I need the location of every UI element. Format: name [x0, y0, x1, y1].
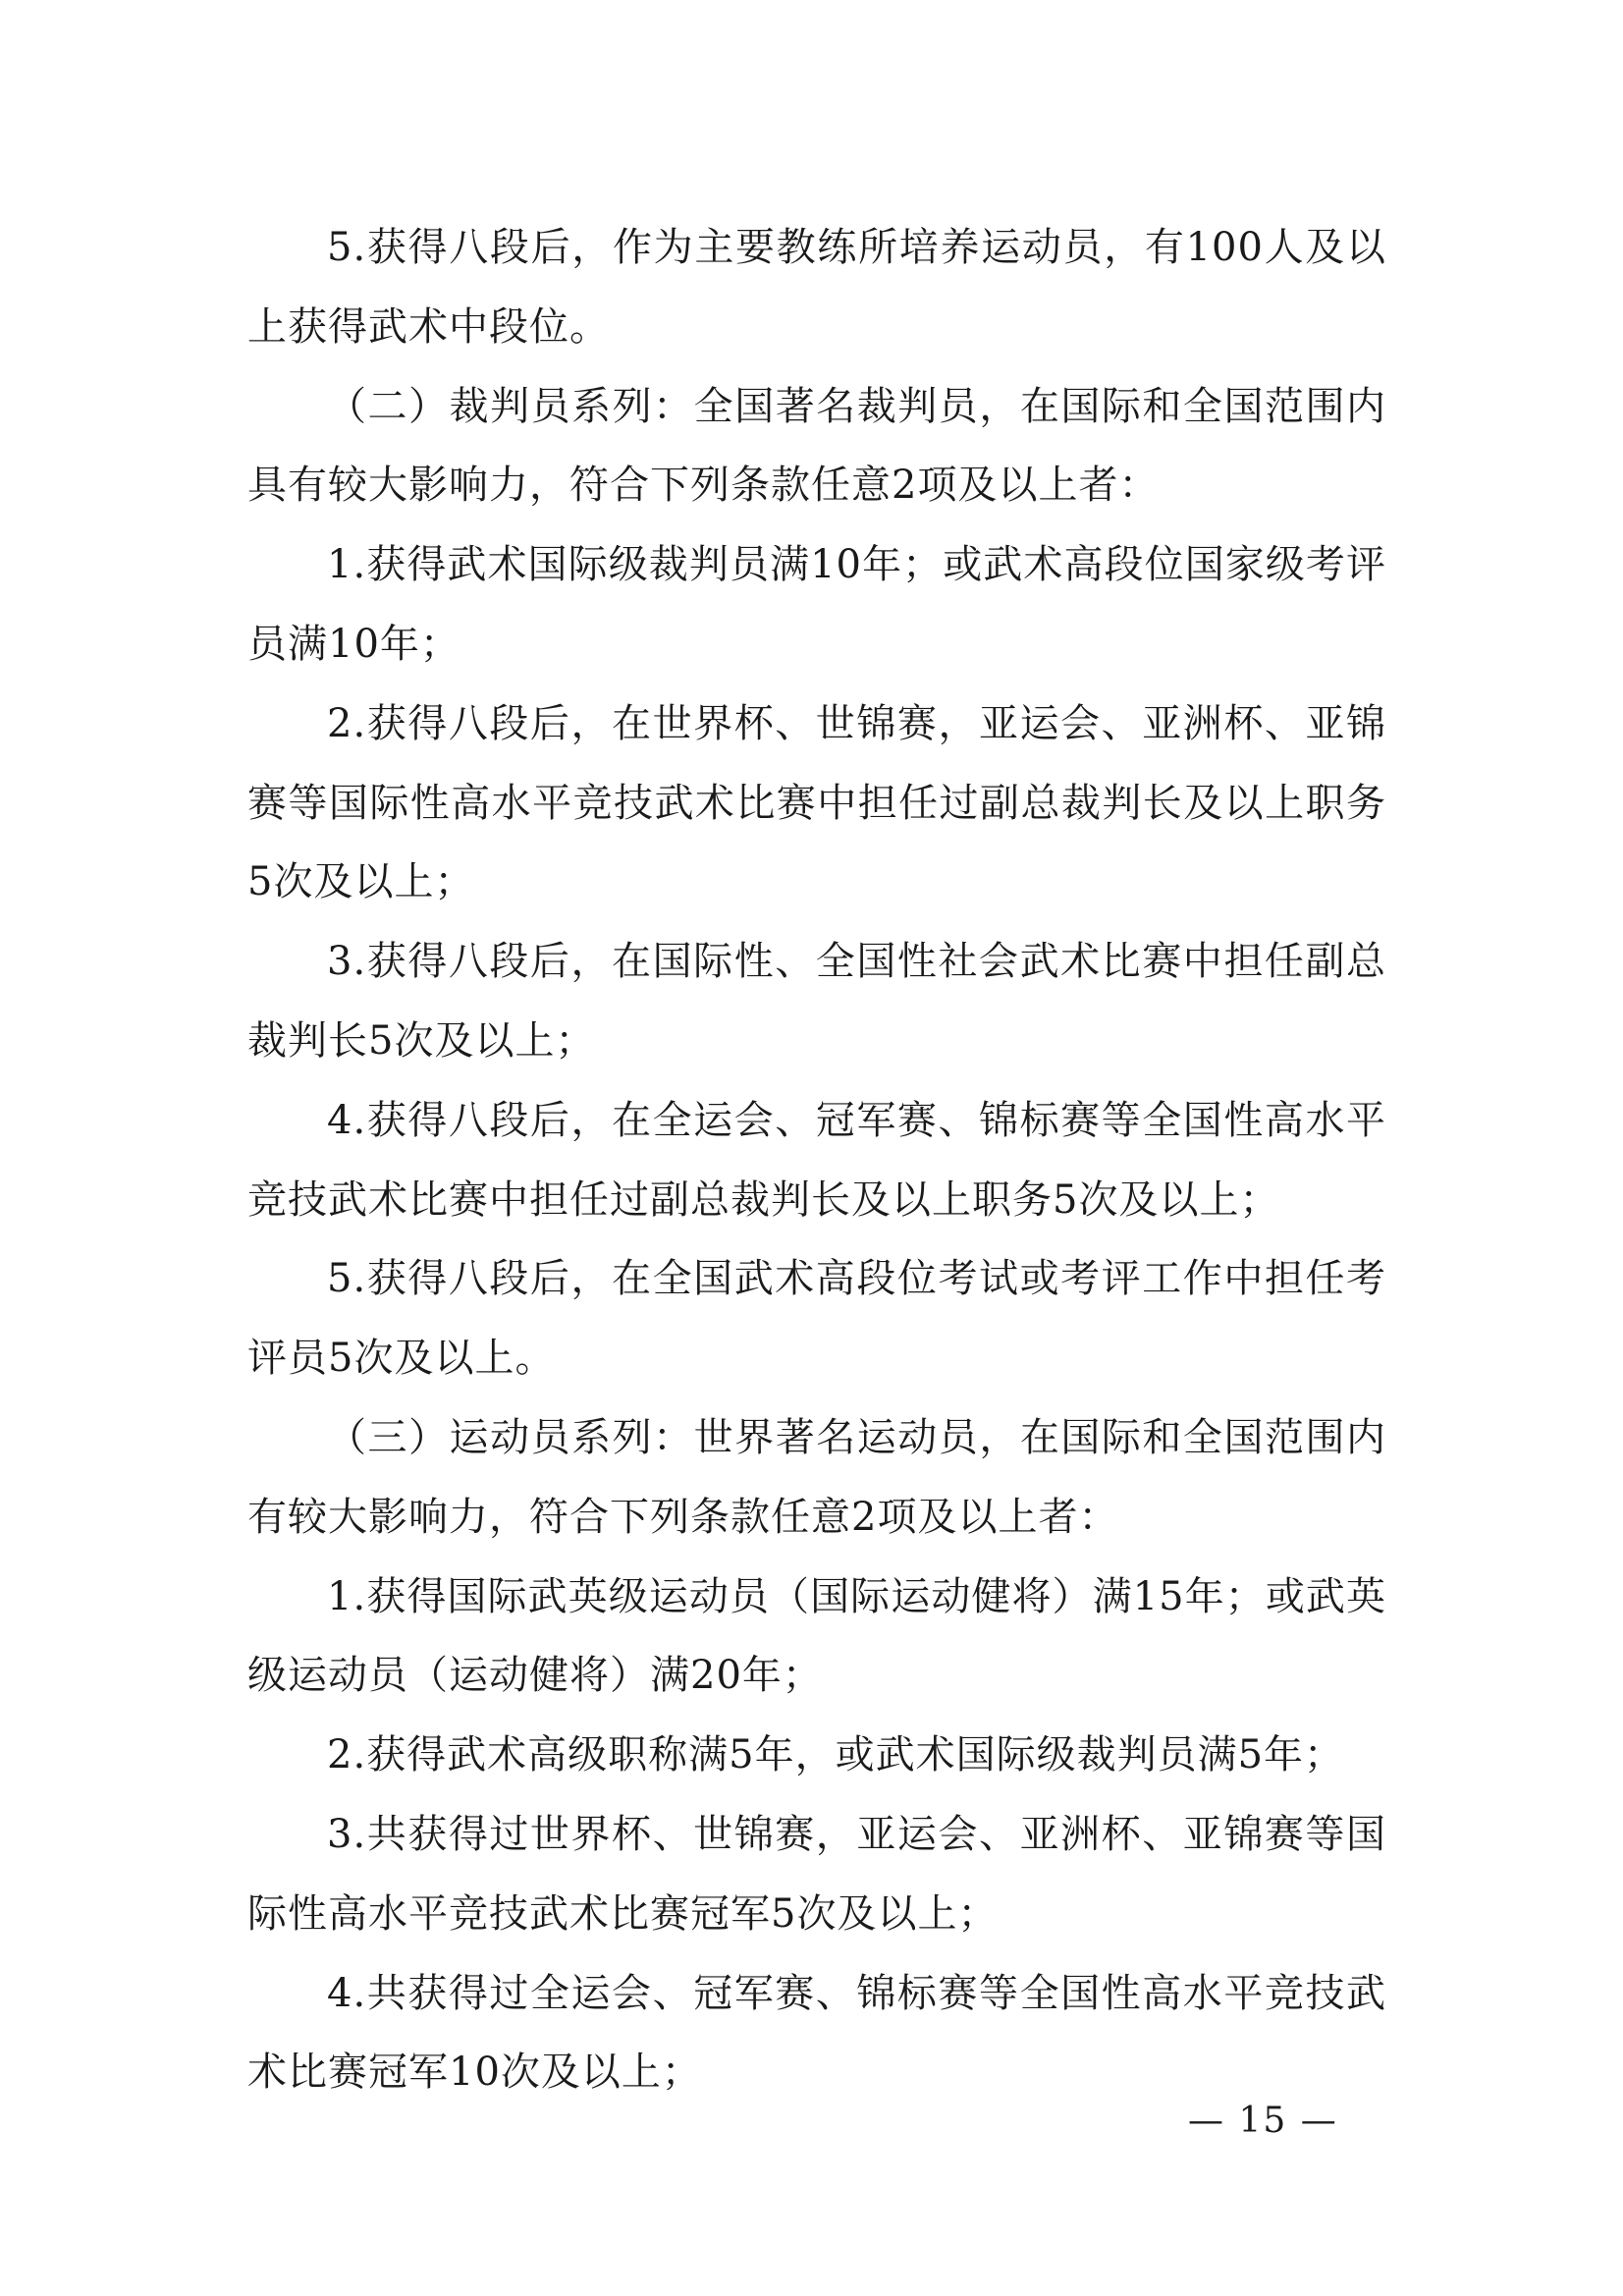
paragraph-6: 4.获得八段后，在全运会、冠军赛、锦标赛等全国性高水平竞技武术比赛中担任过副总裁判长及以上职务5次及以上；	[247, 1097, 1386, 1223]
paragraph-4: 2.获得八段后，在世界杯、世锦赛，亚运会、亚洲杯、亚锦赛等国际性高水平竞技武术比赛中担任过副总裁判长及以上职务5次及以上；	[247, 700, 1386, 905]
paragraph-12: 4.共获得过全运会、冠军赛、锦标赛等全国性高水平竞技武术比赛冠军10次及以上；	[247, 1970, 1386, 2096]
paragraph-11: 3.共获得过世界杯、世锦赛，亚运会、亚洲杯、亚锦赛等国际性高水平竞技武术比赛冠军5次及以上；	[247, 1811, 1386, 1937]
paragraph-3: 1.获得武术国际级裁判员满10年；或武术高段位国家级考评员满10年；	[247, 542, 1386, 667]
paragraph-9: 1.获得国际武英级运动员（国际运动健将）满15年；或武英级运动员（运动健将）满20年；	[247, 1573, 1386, 1699]
paragraph-10: 2.获得武术高级职称满5年，或武术国际级裁判员满5年；	[327, 1732, 1345, 1778]
paragraph-5: 3.获得八段后，在国际性、全国性社会武术比赛中担任副总裁判长5次及以上；	[247, 939, 1386, 1064]
paragraph-2: （二）裁判员系列：全国著名裁判员，在国际和全国范围内具有较大影响力，符合下列条款任意2项及以上者：	[247, 383, 1386, 509]
paragraph-8: （三）运动员系列：世界著名运动员，在国际和全国范围内有较大影响力，符合下列条款任意2项及以上者：	[247, 1414, 1386, 1540]
paragraph-7: 5.获得八段后，在全国武术高段位考试或考评工作中担任考评员5次及以上。	[247, 1256, 1386, 1382]
document-body	[247, 208, 1386, 2112]
paragraph-1: 5.获得八段后，作为主要教练所培养运动员，有100人及以上获得武术中段位。	[247, 225, 1386, 350]
page-number: — 15 —	[1188, 2101, 1338, 2141]
